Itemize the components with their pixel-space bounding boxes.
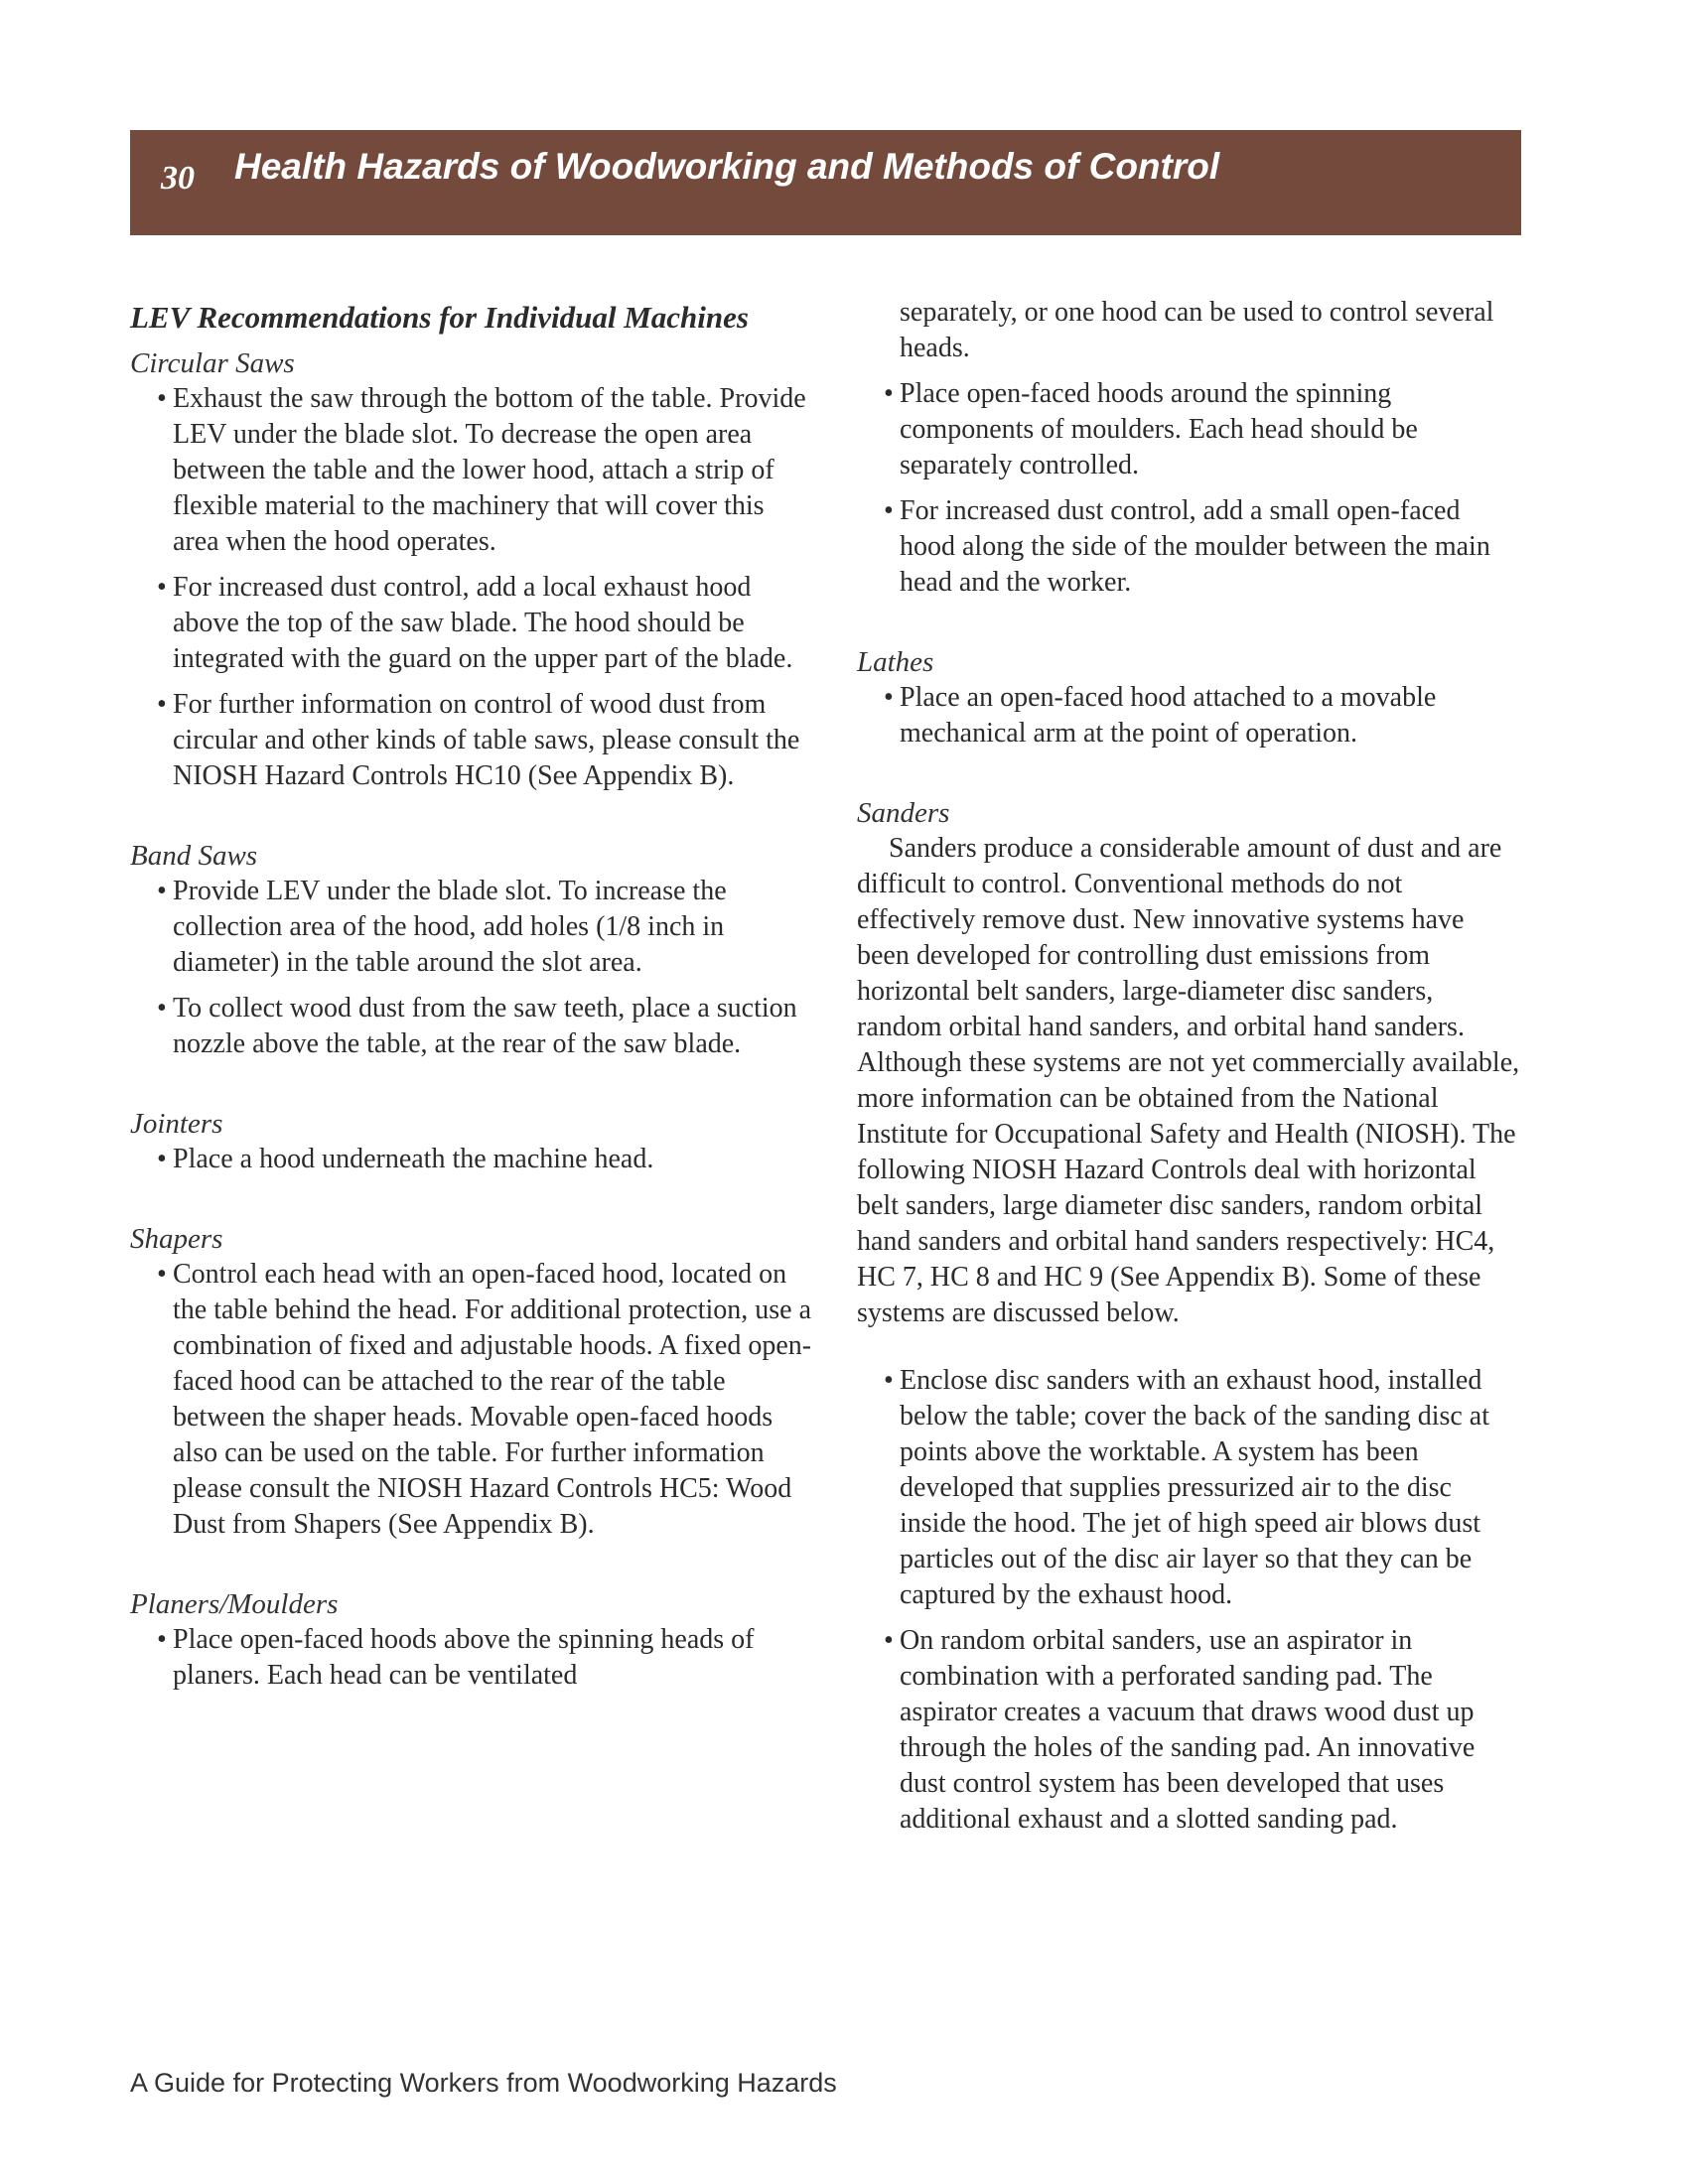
list-item: • On random orbital sanders, use an aspirator in combination with a perforated sanding pad. The aspirator creates a vacuum that draws wood dust up through the holes of the sanding pad. An innovative dust control system has been developed that uses additional exhaust and a slotted sanding pad. — [857, 1623, 1522, 1838]
right-column — [857, 295, 1522, 1847]
jointers-list — [130, 1142, 815, 1177]
shapers-list — [130, 1257, 815, 1543]
shapers-heading: Shapers — [130, 1223, 223, 1255]
circular-saws-section — [130, 345, 815, 794]
list-item: • For increased dust control, add a local exhaust hood above the top of the saw blade. The hood should be integrated with the guard on the upper part of the blade. — [130, 570, 815, 677]
page-footer: A Guide for Protecting Workers from Woodworking Hazards — [130, 2068, 837, 2098]
list-item: • For increased dust control, add a small open-faced hood along the side of the moulder between the main head and the worker. — [857, 493, 1522, 601]
lathes-heading: Lathes — [857, 646, 934, 678]
list-item: • Place open-faced hoods around the spinning components of moulders. Each head should be separately controlled. — [857, 376, 1522, 483]
lathes-list — [857, 680, 1522, 751]
planers-continued-section — [857, 295, 1522, 601]
planers-continued-text: separately, or one hood can be used to control several heads. — [900, 297, 1494, 363]
list-item: • Exhaust the saw through the bottom of the table. Provide LEV under the blade slot. To decrease the open area between the table and the lower hood, attach a strip of flexible material to the machinery that will cover this area when the hood operates. — [130, 381, 815, 560]
band-saws-section — [130, 838, 815, 1062]
circular-saws-heading: Circular Saws — [130, 347, 295, 379]
jointers-section — [130, 1106, 815, 1177]
planers-continued-list — [857, 376, 1522, 601]
list-item: • Place a hood underneath the machine head. — [130, 1142, 815, 1177]
sanders-heading: Sanders — [857, 797, 950, 829]
band-saws-list — [130, 874, 815, 1062]
list-item: • Place open-faced hoods above the spinning heads of planers. Each head can be ventilated — [130, 1622, 815, 1694]
page-title: Health Hazards of Woodworking and Methods of Control — [234, 146, 1220, 187]
list-item: • Control each head with an open-faced hood, located on the table behind the head. For additional protection, use a combination of fixed and adjustable hoods. A fixed open-faced hood can be attached to the rear of the table between the shaper heads. Movable open-faced hoods also can be used on the table. For further information please consult the NIOSH Hazard Controls HC5: Wood Dust from Shapers (See Appendix B). — [130, 1257, 815, 1543]
sanders-list — [857, 1363, 1522, 1838]
band-saws-heading: Band Saws — [130, 840, 258, 872]
left-column — [130, 298, 815, 1737]
circular-saws-list — [130, 381, 815, 794]
list-item: • To collect wood dust from the saw teeth, place a suction nozzle above the table, at the rear of the saw blade. — [130, 991, 815, 1062]
list-item: • Provide LEV under the blade slot. To increase the collection area of the hood, add holes (1/8 inch in diameter) in the table around the slot area. — [130, 874, 815, 981]
planers-section — [130, 1586, 815, 1694]
list-item: • Place an open-faced hood attached to a movable mechanical arm at the point of operation. — [857, 680, 1522, 751]
page-header — [130, 130, 1521, 235]
section-heading: LEV Recommendations for Individual Machines — [130, 300, 749, 335]
planers-list — [130, 1622, 815, 1694]
sanders-section — [857, 795, 1522, 1838]
jointers-heading: Jointers — [130, 1108, 223, 1140]
shapers-section — [130, 1221, 815, 1543]
list-item: • Enclose disc sanders with an exhaust hood, installed below the table; cover the back of the sanding disc at points above the worktable. A system has been developed that supplies pressurized air to the disc inside the hood. The jet of high speed air blows dust particles out of the disc air layer so that they can be captured by the exhaust hood. — [857, 1363, 1522, 1613]
lathes-section — [857, 644, 1522, 751]
list-item: • For further information on control of wood dust from circular and other kinds of table saws, please consult the NIOSH Hazard Controls HC10 (See Appendix B). — [130, 687, 815, 794]
page-number: 30 — [161, 160, 195, 197]
sanders-paragraph: Sanders produce a considerable amount of dust and are difficult to control. Conventional methods do not effectively remove dust. New innovative systems have been developed for controlling dust emissions from horizontal belt sanders, large-diameter disc sanders, random orbital hand sanders, and orbital hand sanders. Although these systems are not yet commercially available, more information can be obtained from the National Institute for Occupational Safety and Health (NIOSH). The following NIOSH Hazard Controls deal with horizontal belt sanders, large diameter disc sanders, random orbital hand sanders and orbital hand sanders respectively: HC4, HC 7, HC 8 and HC 9 (See Appendix B). Some of these systems are discussed below. — [857, 833, 1520, 1328]
planers-heading: Planers/Moulders — [130, 1588, 339, 1620]
